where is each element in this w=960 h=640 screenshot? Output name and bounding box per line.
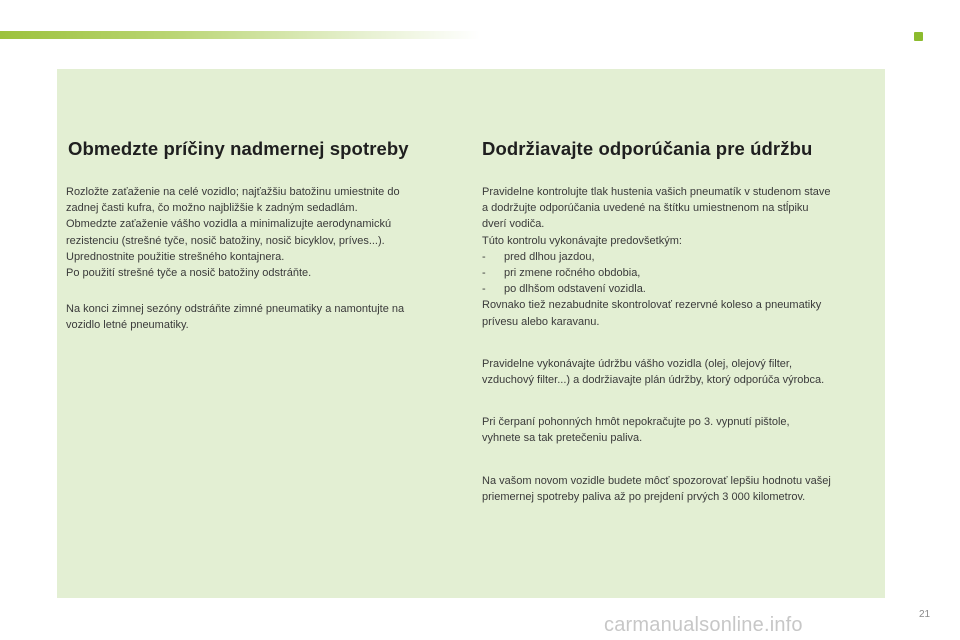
text-line: rezistenciu (strešné tyče, nosič batožiny, nosič bicyklov, príves...).	[66, 234, 385, 247]
text-line: Túto kontrolu vykonávajte predovšetkým:	[482, 234, 682, 247]
text-line: dverí vodiča.	[482, 218, 545, 231]
watermark: carmanualsonline.info	[604, 614, 803, 636]
right-heading: Dodržiavajte odporúčania pre údržbu	[482, 138, 813, 159]
text-line: Na konci zimnej sezóny odstráňte zimné pneumatiky a namontujte na	[66, 303, 405, 316]
right-paragraph-4	[482, 473, 878, 505]
right-paragraph-2	[482, 356, 878, 388]
left-paragraph-1	[66, 184, 458, 281]
text-line: zadnej časti kufra, čo možno najbližšie k zadným sedadlám.	[66, 202, 358, 215]
text-line: Obmedzte zaťaženie vášho vozidla a minimalizujte aerodynamickú	[66, 218, 392, 231]
corner-square-mark	[914, 32, 923, 41]
text-line: Pravidelne kontrolujte tlak hustenia vašich pneumatík v studenom stave	[482, 186, 831, 198]
text-line: - po dlhšom odstavení vozidla.	[482, 283, 646, 296]
right-paragraph-3	[482, 414, 878, 446]
left-column	[66, 138, 458, 334]
text-line: - pred dlhou jazdou,	[482, 250, 595, 263]
text-line: vzduchový filter...) a dodržiavajte plán údržby, ktorý odporúča výrobca.	[482, 374, 825, 387]
text-line: Uprednostnite použitie strešného kontajnera.	[66, 250, 285, 263]
text-line: - pri zmene ročného obdobia,	[482, 267, 641, 280]
right-column	[482, 138, 878, 505]
left-paragraph-2	[66, 301, 458, 333]
text-line: Pravidelne vykonávajte údržbu vášho vozidla (olej, olejový filter,	[482, 357, 792, 370]
header-accent-bar	[0, 31, 480, 39]
text-line: vozidlo letné pneumatiky.	[66, 319, 189, 332]
text-line: Na vašom novom vozidle budete môcť spozorovať lepšiu hodnotu vašej	[482, 474, 831, 487]
text-line: Pri čerpaní pohonných hmôt nepokračujte po 3. vypnutí pištole,	[482, 416, 790, 429]
text-line: vyhnete sa tak pretečeniu paliva.	[482, 432, 643, 445]
left-heading: Obmedzte príčiny nadmernej spotreby	[68, 138, 409, 159]
right-paragraph-1	[482, 184, 878, 330]
text-line: prívesu alebo karavanu.	[482, 315, 600, 328]
text-line: priemernej spotreby paliva až po prejdení prvých 3 000 kilometrov.	[482, 490, 806, 503]
text-line: Rovnako tiež nezabudnite skontrolovať rezervné koleso a pneumatiky	[482, 299, 822, 312]
text-line: Rozložte zaťaženie na celé vozidlo; najťažšiu batožinu umiestnite do	[66, 186, 400, 198]
page-number: 21	[919, 609, 931, 620]
text-line: Po použití strešné tyče a nosič batožiny odstráňte.	[66, 267, 312, 280]
text-line: a dodržujte odporúčania uvedené na štítku umiestnenom na stĺpiku	[482, 202, 809, 215]
